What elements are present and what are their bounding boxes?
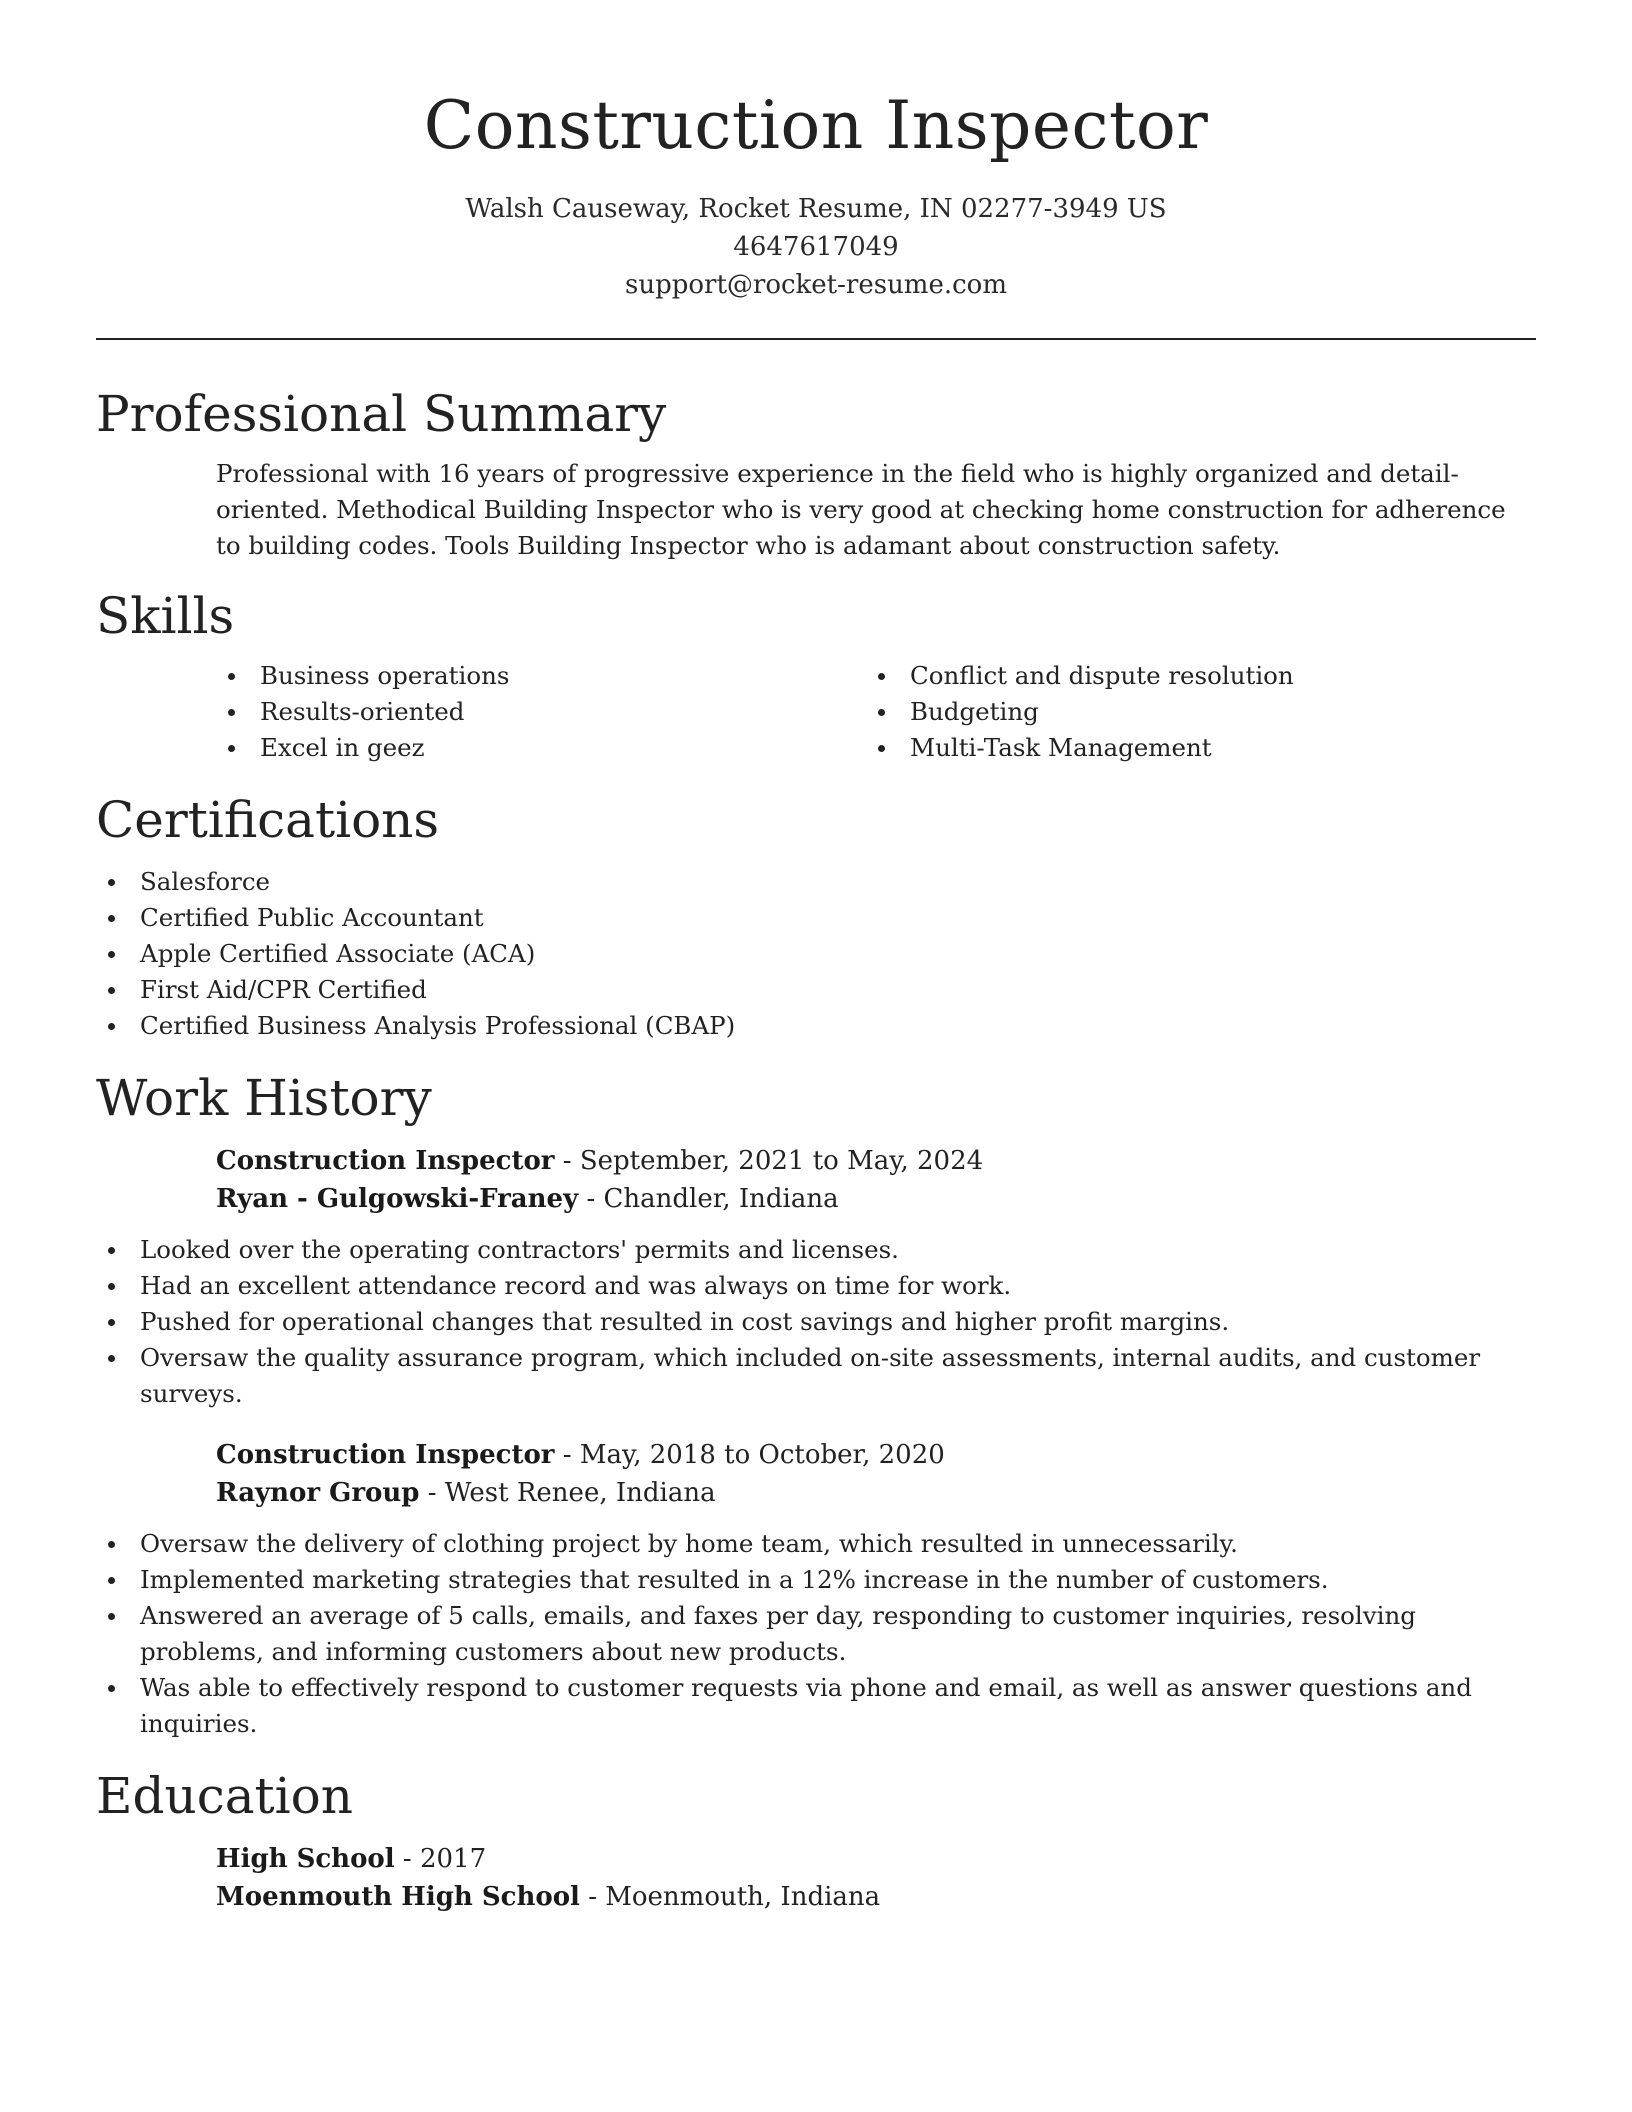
skill-item: Business operations: [216, 658, 866, 694]
job-title: Construction Inspector: [216, 1440, 555, 1470]
job-bullets: [96, 1232, 1536, 1412]
education-school: Moenmouth High School: [216, 1882, 580, 1912]
job-title: Construction Inspector: [216, 1146, 555, 1176]
contact-block: [96, 190, 1536, 304]
job-location: - West Renee, Indiana: [419, 1478, 716, 1508]
job-bullet: Was able to effectively respond to customer requests via phone and email, as well as answer questions and inquiries.: [96, 1670, 1536, 1742]
skill-item: Conflict and dispute resolution: [866, 658, 1516, 694]
work-history-title: Work History: [96, 1069, 432, 1127]
work-history-section: [96, 1068, 1536, 1742]
certifications-section: [96, 790, 1536, 1044]
certification-item: Salesforce: [96, 864, 1536, 900]
skills-title: Skills: [96, 587, 235, 645]
phone: 4647617049: [733, 232, 899, 262]
job-bullet: Implemented marketing strategies that resulted in a 12% increase in the number of customers.: [96, 1562, 1536, 1598]
education-school-line: [216, 1878, 1536, 1916]
job-dates: - May, 2018 to October, 2020: [554, 1440, 945, 1470]
job-title-line: [216, 1436, 1536, 1474]
certification-item: First Aid/CPR Certified: [96, 972, 1536, 1008]
job-bullets: [96, 1526, 1536, 1742]
job-bullet: Answered an average of 5 calls, emails, and faxes per day, responding to customer inquiries, resolving problems, and informing customers about new products.: [96, 1598, 1536, 1670]
job-company-line: [216, 1180, 1536, 1218]
job-bullet: Looked over the operating contractors' permits and licenses.: [96, 1232, 1536, 1268]
job-company-line: [216, 1474, 1536, 1512]
resume-page: [96, 0, 1536, 1916]
job-title-line: [216, 1142, 1536, 1180]
summary-text: Professional with 16 years of progressive experience in the field who is highly organized and detail-oriented. Methodical Building Inspector who is very good at checking home construction for adherence to building codes. Tools Building Inspector who is adamant about construction safety.: [216, 459, 1506, 560]
education-title: Education: [96, 1767, 353, 1825]
job-bullet: Had an excellent attendance record and was always on time for work.: [96, 1268, 1536, 1304]
job-company: Raynor Group: [216, 1478, 420, 1508]
skill-item: Budgeting: [866, 694, 1516, 730]
summary-title: Professional Summary: [96, 385, 667, 443]
header-divider: [96, 338, 1536, 340]
job-entry: [96, 1142, 1536, 1218]
job-bullet: Oversaw the quality assurance program, which included on-site assessments, internal audits, and customer surveys.: [96, 1340, 1536, 1412]
candidate-name: Construction Inspector: [423, 87, 1209, 164]
job-company: Ryan - Gulgowski-Franey: [216, 1184, 579, 1214]
address: Walsh Causeway, Rocket Resume, IN 02277-3949 US: [465, 194, 1167, 224]
education-degree: High School: [216, 1844, 395, 1874]
education-entry: [96, 1840, 1536, 1916]
skills-column-left: [216, 658, 866, 766]
skills-column-right: [866, 658, 1516, 766]
skill-item: Excel in geez: [216, 730, 866, 766]
certification-item: Certified Public Accountant: [96, 900, 1536, 936]
skills-grid: [96, 658, 1536, 766]
job-bullet: Pushed for operational changes that resulted in cost savings and higher profit margins.: [96, 1304, 1536, 1340]
certification-item: Certified Business Analysis Professional (CBAP): [96, 1008, 1536, 1044]
job-dates: - September, 2021 to May, 2024: [554, 1146, 984, 1176]
certification-item: Apple Certified Associate (ACA): [96, 936, 1536, 972]
education-degree-line: [216, 1840, 1536, 1878]
education-year: - 2017: [394, 1844, 487, 1874]
skills-section: [96, 586, 1536, 766]
job-location: - Chandler, Indiana: [578, 1184, 839, 1214]
skill-item: Results-oriented: [216, 694, 866, 730]
certifications-title: Certifications: [96, 791, 440, 849]
email: support@rocket-resume.com: [624, 270, 1007, 300]
job-bullet: Oversaw the delivery of clothing project by home team, which resulted in unnecessarily.: [96, 1526, 1536, 1562]
skill-item: Multi-Task Management: [866, 730, 1516, 766]
job-entry: [96, 1436, 1536, 1512]
education-location: - Moenmouth, Indiana: [579, 1882, 881, 1912]
summary-section: [96, 384, 1536, 564]
certifications-list: [96, 864, 1536, 1044]
education-section: [96, 1766, 1536, 1916]
resume-header: [96, 0, 1536, 304]
